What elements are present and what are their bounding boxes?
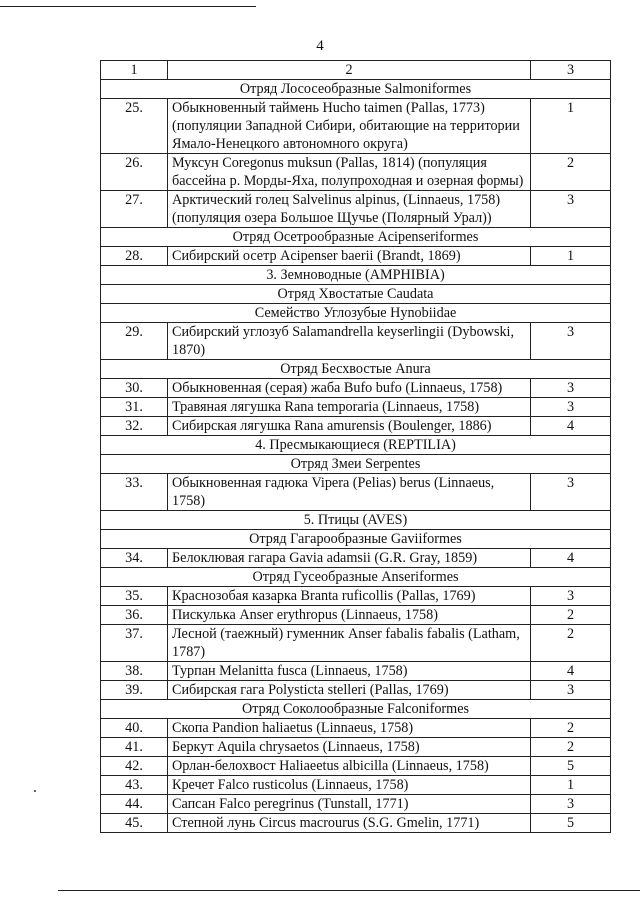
section-title: Отряд Бесхвостые Anura xyxy=(101,360,611,379)
section-row xyxy=(101,80,611,99)
section-title: 5. Птицы (AVES) xyxy=(101,511,611,530)
table-row xyxy=(101,662,611,681)
status-category: 3 xyxy=(531,474,611,511)
status-category: 3 xyxy=(531,681,611,700)
section-title: Отряд Хвостатые Caudata xyxy=(101,285,611,304)
stray-dot xyxy=(34,790,36,792)
row-number: 30. xyxy=(101,379,168,398)
section-row xyxy=(101,360,611,379)
section-row xyxy=(101,436,611,455)
section-row xyxy=(101,266,611,285)
species-name: Скопа Pandion haliaetus (Linnaeus, 1758) xyxy=(168,719,531,738)
row-number: 25. xyxy=(101,99,168,154)
species-name: Обыкновенная гадюка Vipera (Pelias) berus (Linnaeus, 1758) xyxy=(168,474,531,511)
table-row xyxy=(101,795,611,814)
row-number: 28. xyxy=(101,247,168,266)
status-category: 1 xyxy=(531,776,611,795)
species-name: Сапсан Falco peregrinus (Tunstall, 1771) xyxy=(168,795,531,814)
table-row xyxy=(101,625,611,662)
species-name: Арктический голец Salvelinus alpinus, (Linnaeus, 1758) (популяция озера Большое Щучье (Полярный Урал)) xyxy=(168,191,531,228)
status-category: 5 xyxy=(531,757,611,776)
status-category: 3 xyxy=(531,795,611,814)
table-row xyxy=(101,154,611,191)
header-col-1: 1 xyxy=(101,61,168,80)
status-category: 2 xyxy=(531,738,611,757)
section-title: Отряд Соколообразные Falconiformes xyxy=(101,700,611,719)
header-col-3: 3 xyxy=(531,61,611,80)
status-category: 2 xyxy=(531,719,611,738)
table-row xyxy=(101,398,611,417)
row-number: 32. xyxy=(101,417,168,436)
table-row xyxy=(101,549,611,568)
section-title: Отряд Гагарообразные Gaviiformes xyxy=(101,530,611,549)
table-row xyxy=(101,417,611,436)
row-number: 33. xyxy=(101,474,168,511)
table-row xyxy=(101,587,611,606)
species-name: Белоклювая гагара Gavia adamsii (G.R. Gray, 1859) xyxy=(168,549,531,568)
row-number: 41. xyxy=(101,738,168,757)
status-category: 3 xyxy=(531,587,611,606)
row-number: 44. xyxy=(101,795,168,814)
species-name: Краснозобая казарка Branta ruficollis (Pallas, 1769) xyxy=(168,587,531,606)
header-col-2: 2 xyxy=(168,61,531,80)
table-row xyxy=(101,191,611,228)
species-name: Обыкновенный таймень Hucho taimen (Pallas, 1773) (популяции Западной Сибири, обитающие на территории Ямало-Ненецкого автономного округа) xyxy=(168,99,531,154)
species-name: Пискулька Anser erythropus (Linnaeus, 1758) xyxy=(168,606,531,625)
row-number: 31. xyxy=(101,398,168,417)
species-name: Сибирская гага Polysticta stelleri (Pallas, 1769) xyxy=(168,681,531,700)
status-category: 1 xyxy=(531,99,611,154)
section-row xyxy=(101,568,611,587)
status-category: 2 xyxy=(531,606,611,625)
table-row xyxy=(101,681,611,700)
section-row xyxy=(101,228,611,247)
status-category: 5 xyxy=(531,814,611,833)
status-category: 4 xyxy=(531,417,611,436)
section-title: Отряд Гусеобразные Anseriformes xyxy=(101,568,611,587)
section-row xyxy=(101,530,611,549)
row-number: 36. xyxy=(101,606,168,625)
table-row xyxy=(101,606,611,625)
status-category: 1 xyxy=(531,247,611,266)
row-number: 37. xyxy=(101,625,168,662)
row-number: 43. xyxy=(101,776,168,795)
section-row xyxy=(101,700,611,719)
species-name: Турпан Melanitta fusca (Linnaeus, 1758) xyxy=(168,662,531,681)
species-name: Кречет Falco rusticolus (Linnaeus, 1758) xyxy=(168,776,531,795)
section-row xyxy=(101,455,611,474)
section-title: 4. Пресмыкающиеся (REPTILIA) xyxy=(101,436,611,455)
row-number: 42. xyxy=(101,757,168,776)
section-title: 3. Земноводные (AMPHIBIA) xyxy=(101,266,611,285)
table-row xyxy=(101,776,611,795)
status-category: 4 xyxy=(531,662,611,681)
table-header-row xyxy=(101,61,611,80)
row-number: 35. xyxy=(101,587,168,606)
table-row xyxy=(101,379,611,398)
row-number: 38. xyxy=(101,662,168,681)
species-name: Орлан-белохвост Haliaeetus albicilla (Linnaeus, 1758) xyxy=(168,757,531,776)
species-name: Сибирский осетр Acipenser baerii (Brandt, 1869) xyxy=(168,247,531,266)
section-title: Отряд Лососеобразные Salmoniformes xyxy=(101,80,611,99)
row-number: 39. xyxy=(101,681,168,700)
top-rule xyxy=(0,6,256,7)
section-title: Отряд Осетрообразные Acipenseriformes xyxy=(101,228,611,247)
species-table-body xyxy=(101,61,611,833)
species-name: Степной лунь Circus macrourus (S.G. Gmelin, 1771) xyxy=(168,814,531,833)
status-category: 3 xyxy=(531,379,611,398)
table-row xyxy=(101,474,611,511)
status-category: 3 xyxy=(531,191,611,228)
status-category: 2 xyxy=(531,154,611,191)
row-number: 27. xyxy=(101,191,168,228)
row-number: 29. xyxy=(101,323,168,360)
table-row xyxy=(101,738,611,757)
section-title: Отряд Змеи Serpentes xyxy=(101,455,611,474)
species-name: Травяная лягушка Rana temporaria (Linnaeus, 1758) xyxy=(168,398,531,417)
table-row xyxy=(101,814,611,833)
table-row xyxy=(101,323,611,360)
row-number: 45. xyxy=(101,814,168,833)
table-row xyxy=(101,719,611,738)
status-category: 3 xyxy=(531,323,611,360)
status-category: 4 xyxy=(531,549,611,568)
species-name: Сибирская лягушка Rana amurensis (Boulenger, 1886) xyxy=(168,417,531,436)
row-number: 34. xyxy=(101,549,168,568)
table-row xyxy=(101,247,611,266)
table-row xyxy=(101,757,611,776)
table-row xyxy=(101,99,611,154)
section-row xyxy=(101,285,611,304)
section-row xyxy=(101,304,611,323)
bottom-rule xyxy=(58,890,640,891)
species-table xyxy=(100,60,611,833)
species-name: Лесной (таежный) гуменник Anser fabalis fabalis (Latham, 1787) xyxy=(168,625,531,662)
row-number: 26. xyxy=(101,154,168,191)
species-name: Обыкновенная (серая) жаба Bufo bufo (Linnaeus, 1758) xyxy=(168,379,531,398)
row-number: 40. xyxy=(101,719,168,738)
section-title: Семейство Углозубые Hynobiidae xyxy=(101,304,611,323)
section-row xyxy=(101,511,611,530)
species-name: Беркут Aquila chrysaetos (Linnaeus, 1758) xyxy=(168,738,531,757)
species-name: Муксун Coregonus muksun (Pallas, 1814) (популяция бассейна р. Морды-Яха, полупроходная и озерная формы) xyxy=(168,154,531,191)
status-category: 2 xyxy=(531,625,611,662)
status-category: 3 xyxy=(531,398,611,417)
page-number: 4 xyxy=(316,38,324,54)
species-name: Сибирский углозуб Salamandrella keyserlingii (Dybowski, 1870) xyxy=(168,323,531,360)
